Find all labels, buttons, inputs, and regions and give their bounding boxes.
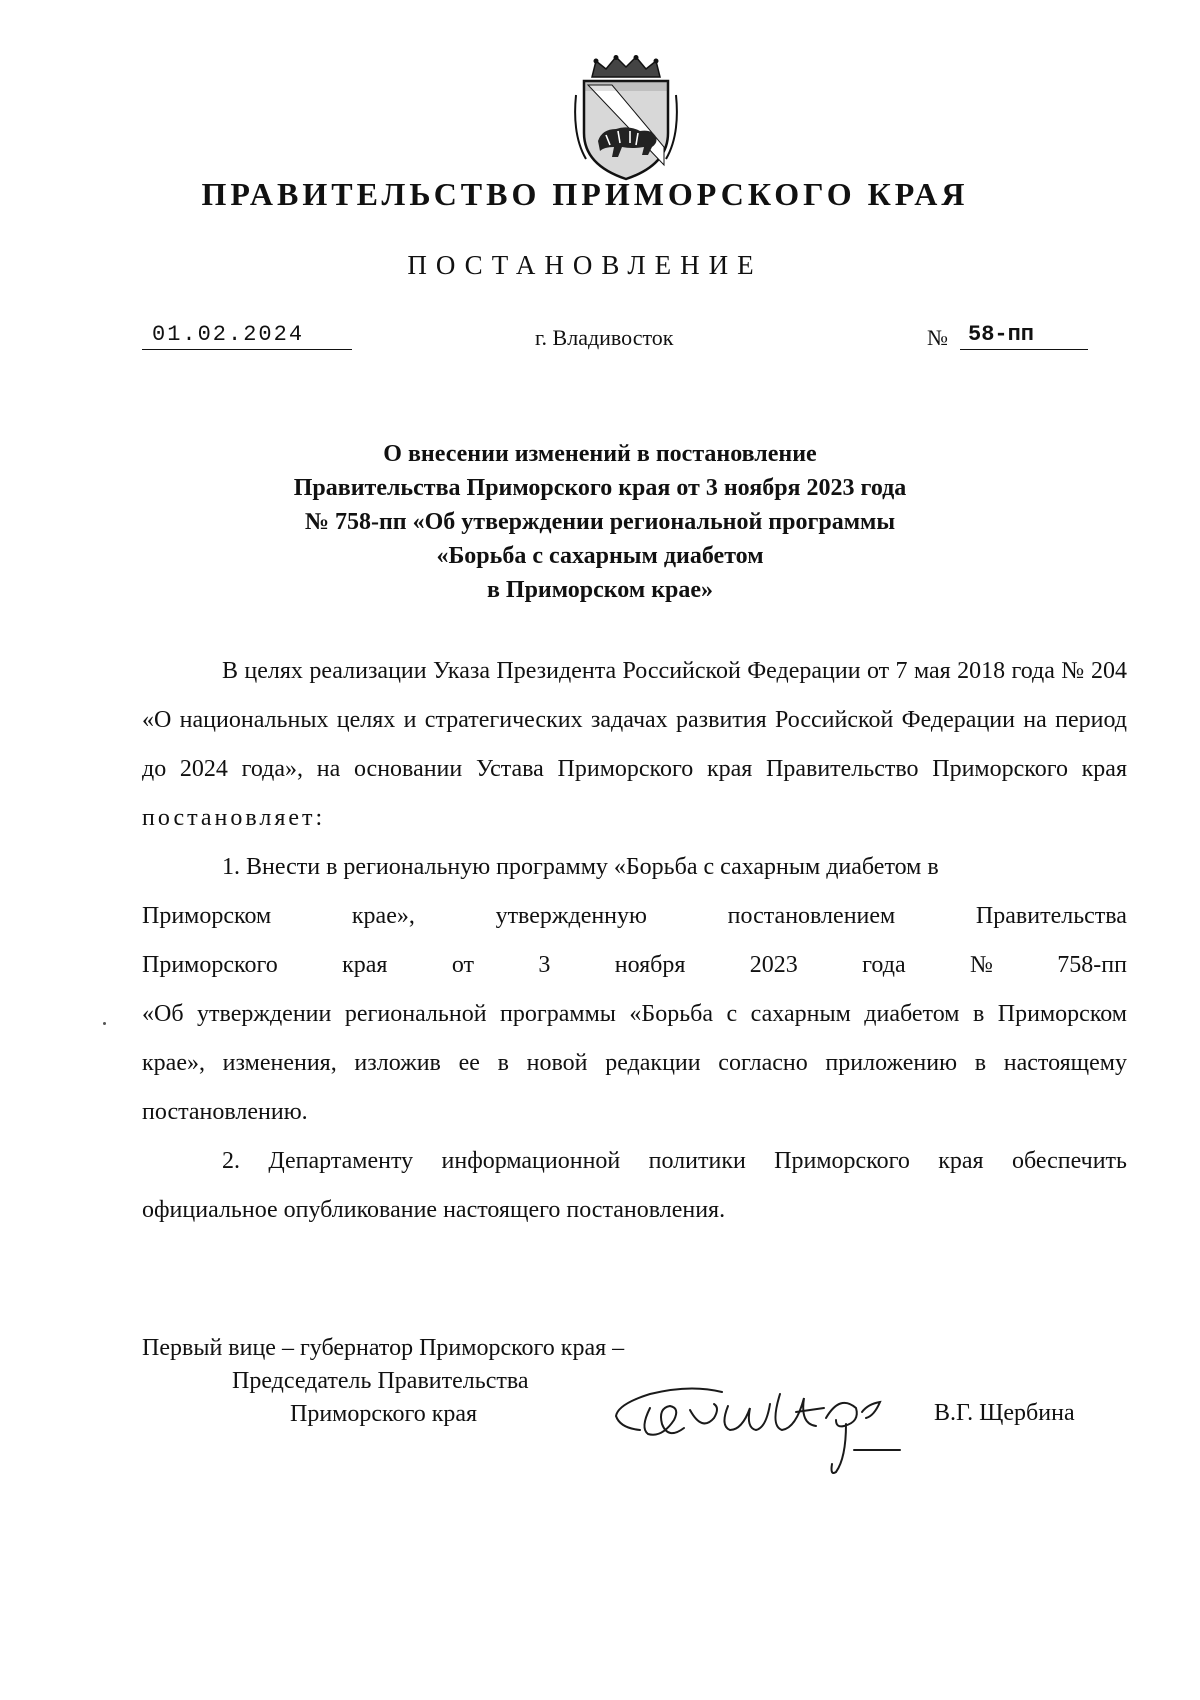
word: утвержденную [495, 903, 647, 929]
signer-name: В.Г. Щербина [934, 1400, 1075, 1426]
document-number: 58-пп [960, 322, 1088, 350]
document-type: ПОСТАНОВЛЕНИЕ [407, 250, 763, 280]
signatory-position [142, 1332, 624, 1431]
item-1-line-1: 1. Внести в региональную программу «Борьба с сахарным диабетом в [222, 854, 939, 880]
word: ноября [614, 952, 686, 978]
title-line: в Приморском крае» [486, 577, 714, 603]
word: № [969, 952, 993, 978]
preamble-action: постановляет: [142, 805, 326, 831]
item-1-paragraph [142, 843, 1127, 1137]
word: Приморском [142, 903, 272, 929]
word: Правительства [975, 903, 1127, 929]
handwritten-signature-icon [610, 1368, 940, 1478]
document-body [142, 647, 1127, 1235]
position-line: Приморского края [290, 1401, 478, 1427]
title-line: «Борьба с сахарным диабетом [436, 543, 764, 569]
document-city: г. Владивосток [535, 325, 674, 350]
preamble-paragraph [142, 647, 1127, 843]
word: постановлением [727, 903, 896, 929]
preamble-text: В целях реализации Указа Президента Российской Федерации от 7 мая 2018 года № 204 «О национальных целях и стратегических задачах развития Российской Федерации на период до 2024 года», на основании Устава Приморского края Правительство Приморского края [142, 658, 1127, 782]
title-line: О внесении изменений в постановление [383, 441, 817, 467]
document-date: 01.02.2024 [142, 322, 352, 350]
item-1-rest: «Об утверждении региональной программы «Борьба с сахарным диабетом в Приморском крае», изменения, изложив ее в новой редакции согласно приложению в настоящему постановлению. [142, 1001, 1127, 1125]
title-line: № 758-пп «Об утверждении региональной программы [304, 509, 896, 535]
word: 758-пп [1057, 952, 1127, 978]
position-line: Председатель Правительства [232, 1368, 529, 1394]
word: крае», [351, 903, 415, 929]
document-title [0, 437, 1200, 607]
organization-name: ПРАВИТЕЛЬСТВО ПРИМОРСКОГО КРАЯ [201, 176, 969, 212]
item-1-line-3 [142, 941, 1127, 990]
word: Приморского [142, 952, 278, 978]
item-2-paragraph: 2. Департаменту информационной политики Приморского края обеспечить официальное опубликование настоящего постановления. [142, 1148, 1127, 1223]
scan-artifact [103, 1022, 106, 1025]
word: края [342, 952, 388, 978]
word: года [862, 952, 906, 978]
word: 3 [538, 952, 551, 978]
coat-of-arms-icon [572, 55, 680, 183]
position-line: Первый вице – губернатор Приморского края – [142, 1335, 625, 1361]
document-number-label: № [927, 325, 948, 350]
title-line: Правительства Приморского края от 3 ноября 2023 года [293, 475, 907, 501]
word: от [451, 952, 474, 978]
word: 2023 [749, 952, 798, 978]
item-1-line-2 [142, 892, 1127, 941]
